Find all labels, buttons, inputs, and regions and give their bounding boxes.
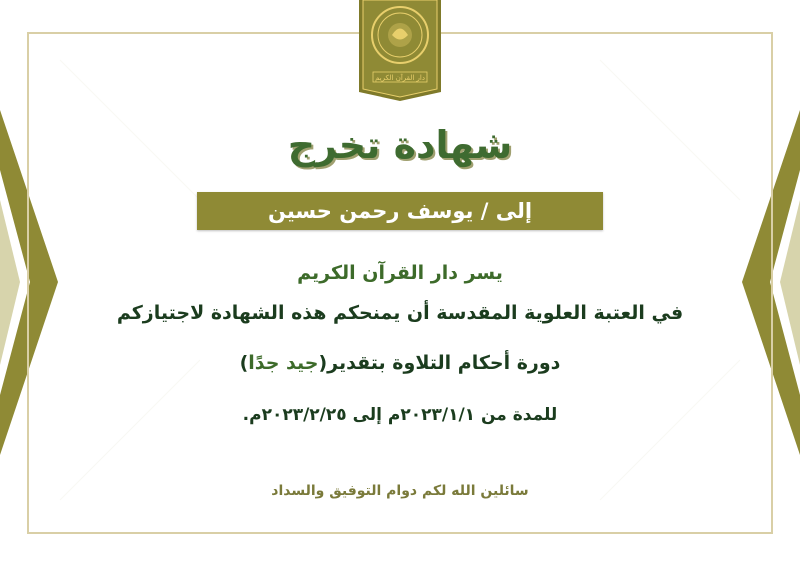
- grade-close: ): [239, 352, 249, 374]
- body-line-1: يسر دار القرآن الكريم: [297, 262, 503, 284]
- body-line-2: في العتبة العلوية المقدسة أن يمنحكم هذه الشهادة لاجتيازكم: [116, 302, 684, 324]
- certificate-title: شهادة تخرج: [287, 123, 513, 167]
- emblem-text: دار القرآن الكريم: [375, 74, 425, 82]
- seal-emblem: [359, 0, 441, 101]
- course-text: دورة أحكام التلاوة بتقدير(: [318, 352, 561, 374]
- closing-text: سائلين الله لكم دوام التوفيق والسداد: [271, 483, 529, 499]
- body-line-3: [60, 352, 740, 374]
- recipient-name: إلى / يوسف رحمن حسين: [267, 199, 533, 223]
- grade-text: جيد جدًا: [248, 352, 319, 374]
- period-line: للمدة من ٢٠٢٣/١/١م إلى ٢٠٢٣/٢/٢٥م.: [242, 405, 558, 425]
- recipient-bar: [197, 192, 603, 230]
